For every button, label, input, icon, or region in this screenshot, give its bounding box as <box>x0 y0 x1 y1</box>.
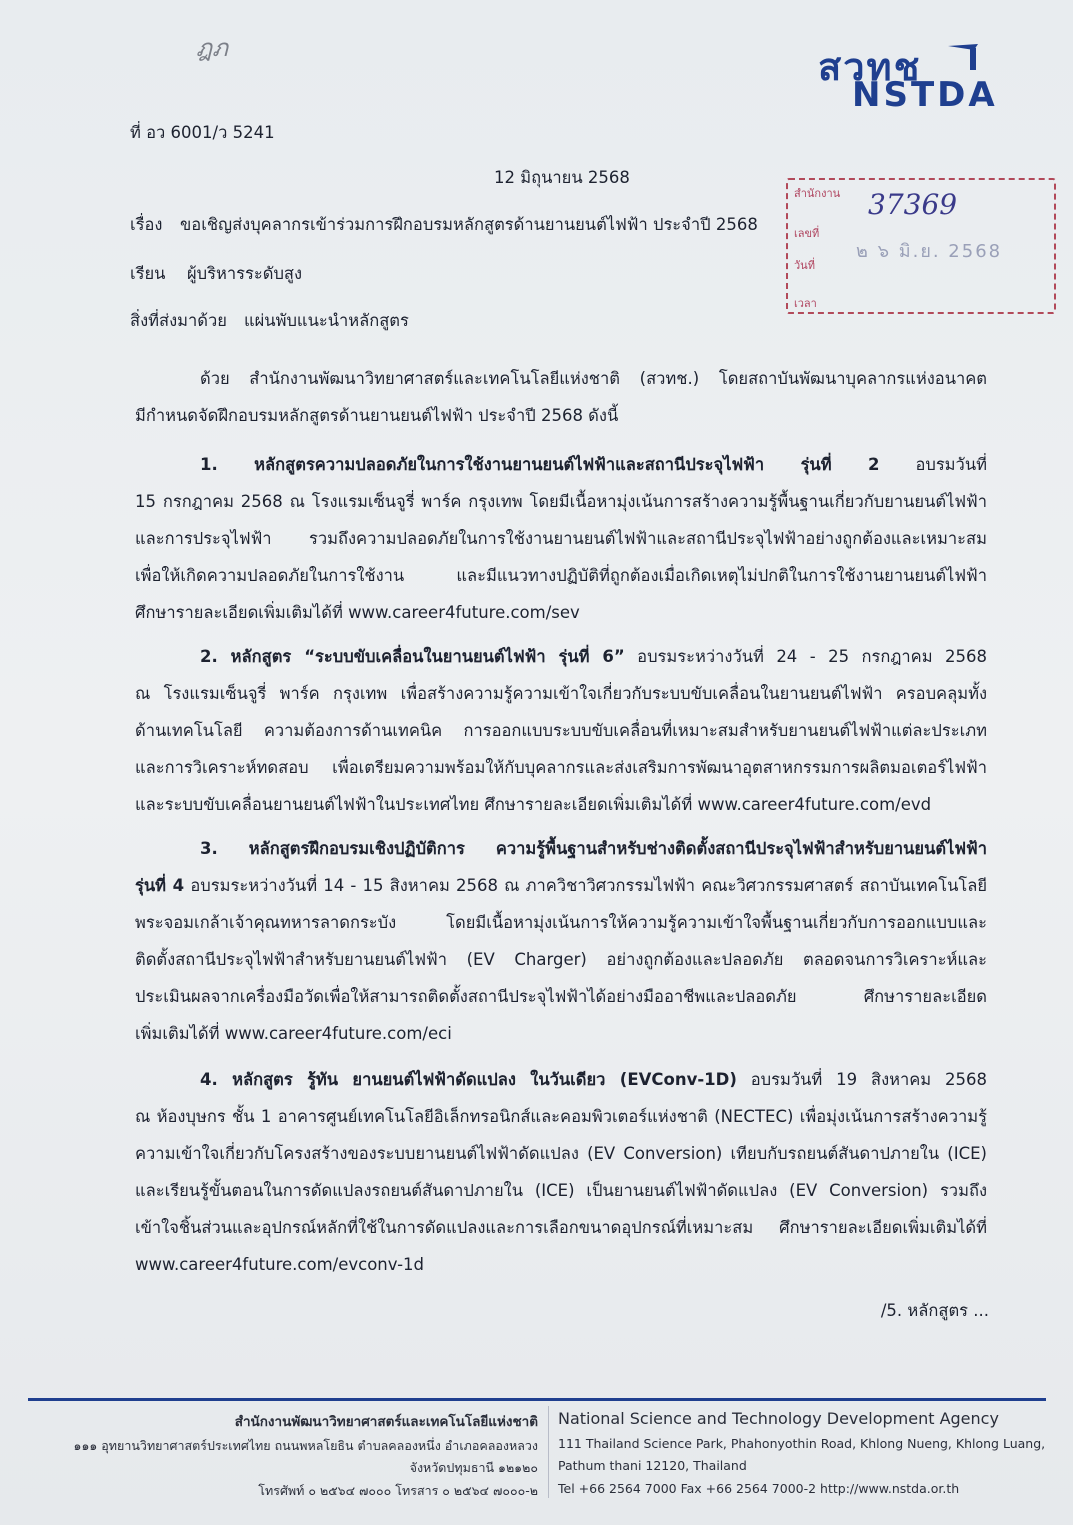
course-3-line: ติดตั้งสถานีประจุไฟฟ้าสำหรับยานยนต์ไฟฟ้า (EV Charger) อย่างถูกต้องและปลอดภัย ตลอดจนการวิเคราะห์และ <box>135 950 987 969</box>
course-4-title-line <box>135 1061 987 1098</box>
footer-thai-address-1: ๑๑๑ อุทยานวิทยาศาสตร์ประเทศไทย ถนนพหลโยธิน ตำบลคลองหนึ่ง อำเภอคลองหลวง <box>73 1438 538 1453</box>
intro-paragraph <box>135 360 987 434</box>
handwritten-initials: ฎภ <box>196 34 228 62</box>
stamp-office-label: สำนักงาน <box>794 187 841 200</box>
subject-label: เรื่อง <box>130 215 163 234</box>
footer-english-name: National Science and Technology Development Agency <box>558 1409 999 1428</box>
stamp-handwritten-number: 37369 <box>868 188 958 221</box>
subject-text: ขอเชิญส่งบุคลากรเข้าร่วมการฝึกอบรมหลักสูตรด้านยานยนต์ไฟฟ้า ประจำปี 2568 <box>180 215 758 234</box>
stamp-date: ๒ ๖ มิ.ย. 2568 <box>856 241 1003 262</box>
course-2-title-suffix: อบรมระหว่างวันที่ 24 - 25 กรกฎาคม 2568 <box>637 647 987 666</box>
course-1-title: 1. หลักสูตรความปลอดภัยในการใช้งานยานยนต์ไฟฟ้าและสถานีประจุไฟฟ้า รุ่นที่ 2 <box>200 455 880 474</box>
course-3-line: พระจอมเกล้าเจ้าคุณทหารลาดกระบัง โดยมีเนื้อหามุ่งเน้นการให้ความรู้ความเข้าใจพื้นฐานเกี่ยวกับการออกแบบและ <box>135 913 987 932</box>
course-3-line-text: อบรมระหว่างวันที่ 14 - 15 สิงหาคม 2568 ณ ภาควิชาวิศวกรรมไฟฟ้า คณะวิศวกรรมศาสตร์ สถาบันเทคโนโลยี <box>190 876 988 895</box>
course-3-batch: รุ่นที่ 4 <box>135 876 185 895</box>
course-2-title-line <box>135 638 987 675</box>
nstda-logo-mark-icon <box>944 40 984 70</box>
stamp-date-label: วันที่ <box>794 259 815 272</box>
course-3-line: ประเมินผลจากเครื่องมือวัดเพื่อให้สามารถติดตั้งสถานีประจุไฟฟ้าได้อย่างมืออาชีพและปลอดภัย ศึกษารายละเอียด <box>135 987 987 1006</box>
course-1-title-suffix: อบรมวันที่ <box>915 455 987 474</box>
course-1-line: เพื่อให้เกิดความปลอดภัยในการใช้งาน และมีแนวทางปฏิบัติที่ถูกต้องเมื่อเกิดเหตุไม่ปกติในการใช้งานยานยนต์ไฟฟ้า <box>135 566 987 585</box>
course-2-link-line: และระบบขับเคลื่อนยานยนต์ไฟฟ้าในประเทศไทย ศึกษารายละเอียดเพิ่มเติมได้ที่ www.career4future.com/evd <box>135 795 932 814</box>
course-3-line <box>135 867 987 904</box>
course-3-paragraph <box>135 830 987 1052</box>
course-1-link-line: ศึกษารายละเอียดเพิ่มเติมได้ที่ www.career4future.com/sev <box>135 603 580 622</box>
footer-thai-name: สำนักงานพัฒนาวิทยาศาสตร์และเทคโนโลยีแห่งชาติ <box>234 1414 538 1430</box>
course-4-link-line: www.career4future.com/evconv-1d <box>135 1255 424 1274</box>
course-4-line: และเรียนรู้ขั้นตอนในการดัดแปลงรถยนต์สันดาปภายใน (ICE) เป็นยานยนต์ไฟฟ้าดัดแปลง (EV Conversion) รวมถึง <box>135 1181 987 1200</box>
footer-thai-contact: โทรศัพท์ ๐ ๒๕๖๔ ๗๐๐๐ โทรสาร ๐ ๒๕๖๔ ๗๐๐๐-๒ <box>258 1483 538 1498</box>
course-3-title: 3. หลักสูตรฝึกอบรมเชิงปฏิบัติการ ความรู้พื้นฐานสำหรับช่างติดตั้งสถานีประจุไฟฟ้าสำหรับยานยนต์ไฟฟ้า <box>200 839 987 858</box>
course-1-title-line <box>135 446 987 483</box>
course-4-line: ความเข้าใจเกี่ยวกับโครงสร้างของระบบยานยนต์ไฟฟ้าดัดแปลง (EV Conversion) เทียบกับรถยนต์สันดาปภายใน (ICE) <box>135 1144 987 1163</box>
stamp-time-label: เวลา <box>794 297 817 310</box>
course-4-line: ณ ห้องบุษกร ชั้น 1 อาคารศูนย์เทคโนโลยีอิเล็กทรอนิกส์และคอมพิวเตอร์แห่งชาติ (NECTEC) เพื่อมุ่งเน้นการสร้างความรู้ <box>135 1107 987 1126</box>
intro-line: มีกำหนดจัดฝึกอบรมหลักสูตรด้านยานยนต์ไฟฟ้า ประจำปี 2568 ดังนี้ <box>135 406 619 425</box>
logo-english: NSTDA <box>852 75 998 115</box>
logo-thai: สวทช <box>818 45 922 89</box>
course-2-line: และการวิเคราะห์ทดสอบ เพื่อเตรียมความพร้อมให้กับบุคลากรและส่งเสริมการพัฒนาอุตสาหกรรมการผลิตมอเตอร์ไฟฟ้า <box>135 758 987 777</box>
course-4-title: 4. หลักสูตร รู้ทัน ยานยนต์ไฟฟ้าดัดแปลง ในวันเดียว (EVConv-1D) <box>200 1070 737 1089</box>
reference-number: ที่ อว 6001/ว 5241 <box>130 123 275 142</box>
course-1-line: และการประจุไฟฟ้า รวมถึงความปลอดภัยในการใช้งานยานยนต์ไฟฟ้าและสถานีประจุไฟฟ้าอย่างถูกต้องและเหมาะสม <box>135 529 987 548</box>
receipt-stamp <box>786 178 1056 314</box>
course-2-title: 2. หลักสูตร “ระบบขับเคลื่อนในยานยนต์ไฟฟ้า รุ่นที่ 6” <box>200 647 625 666</box>
footer-english-contact: Tel +66 2564 7000 Fax +66 2564 7000-2 http://www.nstda.or.th <box>558 1481 960 1496</box>
course-2-line: ณ โรงแรมเซ็นจูรี่ พาร์ค กรุงเทพ เพื่อสร้างความรู้ความเข้าใจเกี่ยวกับระบบขับเคลื่อนในยานยนต์ไฟฟ้า ครอบคลุมทั้ง <box>135 684 987 703</box>
course-1-line: 15 กรกฎาคม 2568 ณ โรงแรมเซ็นจูรี่ พาร์ค กรุงเทพ โดยมีเนื้อหามุ่งเน้นการสร้างความรู้พื้นฐานเกี่ยวกับยานยนต์ไฟฟ้า <box>135 492 987 511</box>
course-4-paragraph <box>135 1061 987 1283</box>
course-2-line: ด้านเทคโนโลยี ความต้องการด้านเทคนิค การออกแบบระบบขับเคลื่อนที่เหมาะสมสำหรับยานยนต์ไฟฟ้าแต่ละประเภท <box>135 721 987 740</box>
letter-date: 12 มิถุนายน 2568 <box>494 168 630 187</box>
recipient-label: เรียน <box>130 264 166 283</box>
course-4-line: เข้าใจชิ้นส่วนและอุปกรณ์หลักที่ใช้ในการดัดแปลงและการเลือกขนาดอุปกรณ์ที่เหมาะสม ศึกษารายละเอียดเพิ่มเติมได้ที่ <box>135 1218 987 1237</box>
footer-column-divider <box>548 1406 549 1498</box>
enclosure-label: สิ่งที่ส่งมาด้วย <box>130 311 227 330</box>
stamp-number-label: เลขที่ <box>794 227 820 240</box>
course-4-title-suffix: อบรมวันที่ 19 สิงหาคม 2568 <box>750 1070 988 1089</box>
footer-thai-address-2: จังหวัดปทุมธานี ๑๒๑๒๐ <box>409 1460 538 1475</box>
footer-english-address-1: 111 Thailand Science Park, Phahonyothin Road, Khlong Nueng, Khlong Luang, <box>558 1436 1046 1451</box>
course-3-link-line: เพิ่มเติมได้ที่ www.career4future.com/eci <box>135 1024 452 1043</box>
enclosure-text: แผ่นพับแนะนำหลักสูตร <box>244 311 409 330</box>
footer-english-address-2: Pathum thani 12120, Thailand <box>558 1458 747 1473</box>
course-2-paragraph <box>135 638 987 823</box>
continued-marker: /5. หลักสูตร ... <box>880 1301 989 1320</box>
intro-line: ด้วย สำนักงานพัฒนาวิทยาศาสตร์และเทคโนโลยีแห่งชาติ (สวทช.) โดยสถาบันพัฒนาบุคลากรแห่งอนาคต <box>200 369 987 388</box>
footer-divider <box>28 1398 1046 1401</box>
recipient-text: ผู้บริหารระดับสูง <box>187 264 303 283</box>
course-1-paragraph <box>135 446 987 631</box>
